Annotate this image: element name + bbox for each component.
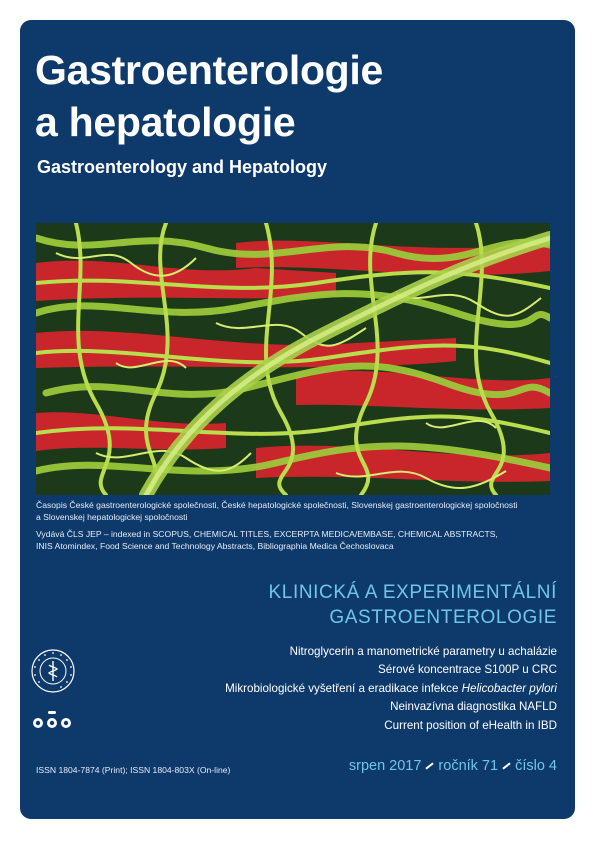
article-item: Current position of eHealth in IBD [384,718,557,732]
issue-volume: ročník 71 [438,758,499,774]
indexed-line2: INIS Atomindex, Food Science and Technology Abstracts, Bibliographia Medica Čechoslovaca [36,540,394,551]
society-seal-logo [30,648,76,694]
section-heading [269,580,557,630]
issn-line: ISSN 1804-7874 (Print); ISSN 1804-803X (On-line) [36,765,231,775]
indexed-line1: Vydává ČLS JEP – indexed in SCOPUS, CHEMICAL TITLES, EXCERPTA MEDICA/EMBASE, CHEMICAL ABSTRACTS, [36,529,498,539]
issue-number: číslo 4 [515,758,557,774]
journal-title-line1: Gastroenterologie [35,47,384,93]
society-line2: a Slovenskej hepatologickej spoločnosti [36,511,188,522]
cover-illustration [36,223,550,495]
section-heading-line1: KLINICKÁ A EXPERIMENTÁLNÍ [268,582,557,603]
issue-info [349,758,557,774]
journal-title [35,44,383,148]
issue-separator [426,763,434,770]
section-heading-line2: GASTROENTEROLOGIE [329,607,557,628]
article-item-text: Mikrobiologické vyšetření a eradikace infekce [225,681,462,695]
article-item-italic: Helicobacter pylori [461,681,557,695]
article-item: Neinvazívna diagnostika NAFLD [390,700,557,714]
society-line1: Časopis České gastroenterologické společnosti, České hepatologické společnosti, Slovenskej gastroenterologickej spoločnosti [36,500,518,510]
article-item [225,680,557,698]
journal-title-line2: a hepatologie [35,99,296,145]
issue-month: srpen 2017 [348,758,422,774]
article-item: Sérové koncentrace S100P u CRC [378,663,557,677]
journal-info [36,500,551,558]
article-item: Nitroglycerin a manometrické parametry u achalázie [289,645,557,658]
scs-logo [32,710,72,732]
society-note [36,500,551,523]
issue-separator [502,763,510,770]
article-list [225,643,557,735]
indexing-note [36,529,551,552]
journal-subtitle: Gastroenterology and Hepatology [37,157,328,177]
